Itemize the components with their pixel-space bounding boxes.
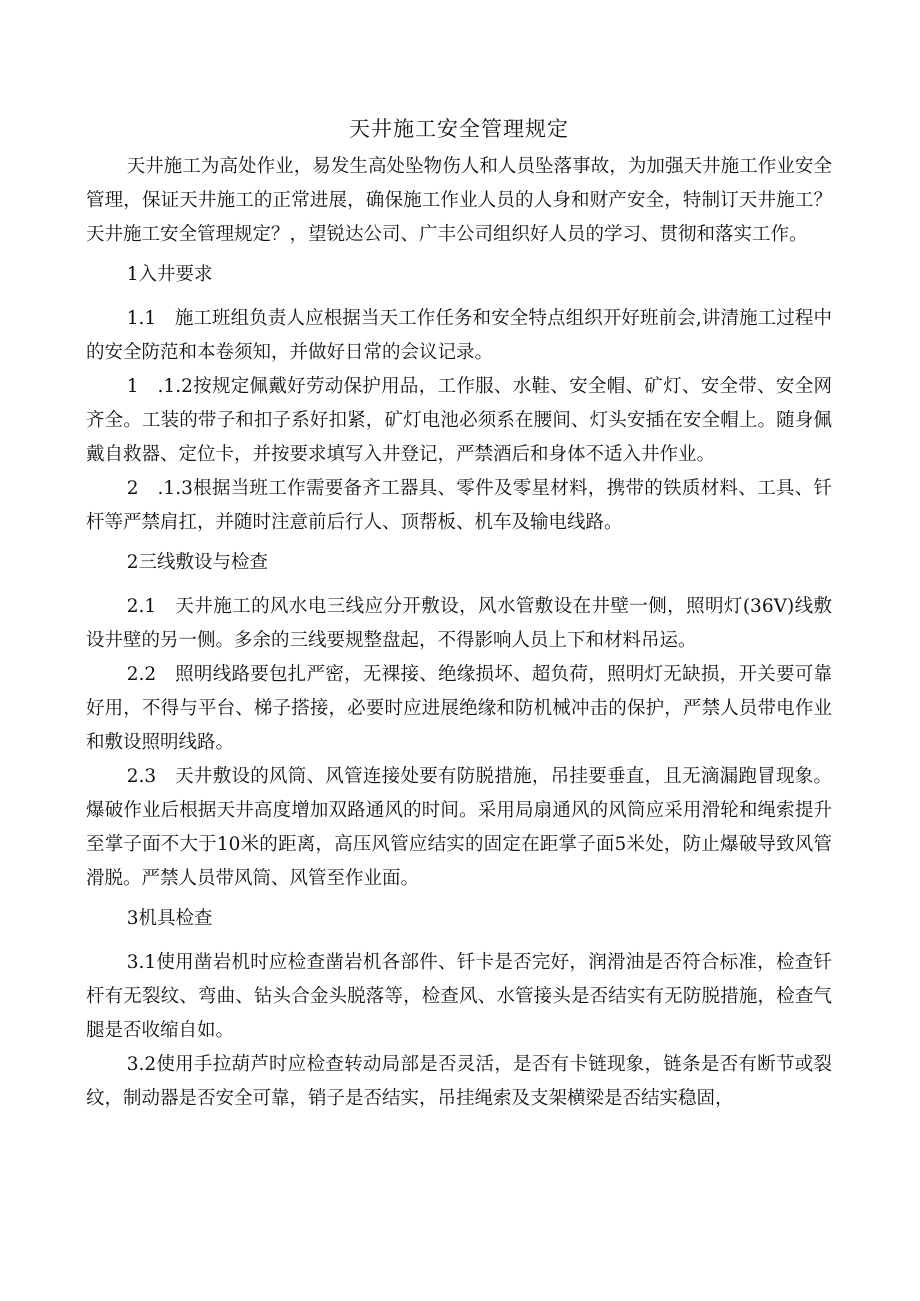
section-heading: 3机具检查 [126, 908, 213, 929]
section-item: 2.3 天井敷设的风筒、风管连接处要有防脱措施，吊挂要垂直，且无滴漏跑冒现象。爆破作业后根据天井高度增加双路通风的时间。采用局扇通风的风筒应采用滑轮和绳索提升至掌子面不大于10米的距离，高压风管应结实的固定在距掌子面5米处，防止爆破导致风管滑脱。严禁人员带风筒、风管至作业面。 [86, 766, 832, 889]
section-heading: 1入井要求 [126, 264, 213, 285]
section-item: 1.1 施工班组负责人应根据当天工作任务和安全特点组织开好班前会,讲清施工过程中的安全防范和本卷须知，并做好日常的会议记录。 [86, 308, 832, 363]
section-item: 2.2 照明线路要包扎严密，无裸接、绝缘损坏、超负荷，照明灯无缺损，开关要可靠好用，不得与平台、梯子搭接，必要时应进展绝缘和防机械冲击的保护，严禁人员带电作业和敷设照明线路。 [86, 664, 832, 753]
section-item: 3.1使用凿岩机时应检查凿岩机各部件、钎卡是否完好，润滑油是否符合标准，检查钎杆有无裂纹、弯曲、钻头合金头脱落等，检查风、水管接头是否结实有无防脱措施，检查气腿是否收缩自如。 [86, 952, 832, 1041]
intro-paragraph: 天井施工为高处作业，易发生高处坠物伤人和人员坠落事故，为加强天井施工作业安全管理，保证天井施工的正常进展，确保施工作业人员的人身和财产安全，特制订天井施工？天井施工安全管理规定？，望锐达公司、广丰公司组织好人员的学习、贯彻和落实工作。 [86, 156, 832, 245]
document-title: 天井施工安全管理规定 [349, 117, 569, 141]
section-heading: 2三线敷设与检查 [126, 552, 268, 573]
section-item: 2 .1.3根据当班工作需要备齐工器具、零件及零星材料，携带的铁质材料、工具、钎杆等严禁肩扛，并随时注意前后行人、顶帮板、机车及输电线路。 [86, 478, 832, 533]
section-item: 3.2使用手拉葫芦时应检查转动局部是否灵活，是否有卡链现象，链条是否有断节或裂纹，制动器是否安全可靠，销子是否结实，吊挂绳索及支架横梁是否结实稳固， [86, 1054, 832, 1109]
section-item: 1 .1.2按规定佩戴好劳动保护用品，工作服、水鞋、安全帽、矿灯、安全带、安全网齐全。工装的带子和扣子系好扣紧，矿灯电池必须系在腰间、灯头安插在安全帽上。随身佩戴自救器、定位卡，并按要求填写入井登记，严禁酒后和身体不适入井作业。 [86, 376, 832, 465]
section-item: 2.1 天井施工的风水电三线应分开敷设，风水管敷设在井壁一侧，照明灯(36V)线敷设井壁的另一侧。多余的三线要规整盘起，不得影响人员上下和材料吊运。 [86, 596, 832, 651]
